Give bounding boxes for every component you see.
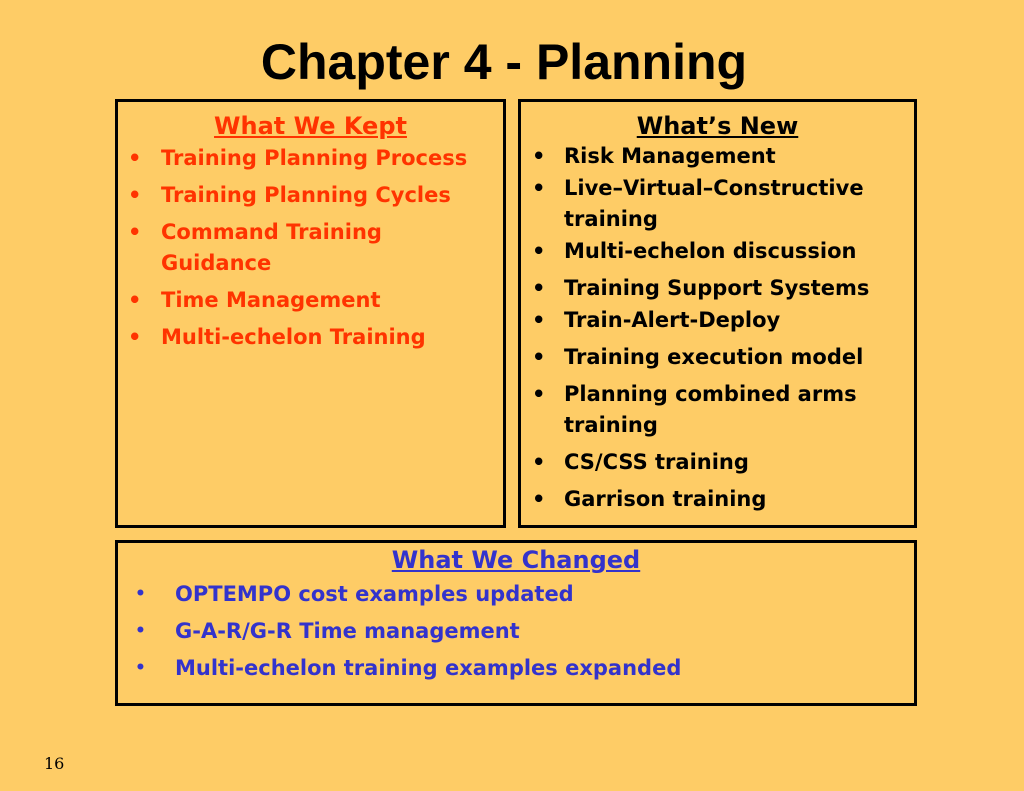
- bullet-icon: •: [128, 325, 142, 349]
- list-item-text: Training execution model: [564, 345, 864, 369]
- list-item-text: Time Management: [161, 288, 381, 312]
- list-item: [532, 173, 906, 235]
- list-item: [128, 180, 485, 211]
- bullet-icon: •: [128, 288, 142, 312]
- whats-new-list: [532, 141, 906, 515]
- list-item-text: Multi-echelon training examples expanded: [175, 656, 682, 680]
- bullet-icon: •: [532, 450, 546, 474]
- bullet-icon: •: [532, 176, 546, 200]
- bullet-icon: •: [135, 584, 146, 604]
- slide-title: Chapter 4 - Planning: [260, 34, 748, 90]
- what-we-changed-list: [135, 579, 914, 684]
- whats-new-heading: What’s New: [636, 112, 799, 140]
- bullet-icon: •: [532, 239, 546, 263]
- list-item: [128, 143, 485, 174]
- bullet-icon: •: [532, 308, 546, 332]
- bullet-icon: •: [532, 144, 546, 168]
- list-item-text: Live–Virtual–Constructive training: [564, 176, 864, 231]
- list-item: [135, 579, 914, 610]
- list-item-text: Garrison training: [564, 487, 767, 511]
- list-item-text: OPTEMPO cost examples updated: [175, 582, 574, 606]
- list-item-text: Multi-echelon Training: [161, 325, 426, 349]
- list-item: [532, 379, 906, 441]
- what-we-kept-list: [128, 143, 485, 353]
- list-item: [128, 285, 485, 316]
- list-item-text: Risk Management: [564, 144, 776, 168]
- bullet-icon: •: [128, 146, 142, 170]
- list-item: [128, 217, 485, 279]
- list-item: [135, 653, 914, 684]
- list-item-text: Multi-echelon discussion: [564, 239, 857, 263]
- list-item-text: CS/CSS training: [564, 450, 749, 474]
- page-number: 16: [44, 754, 65, 773]
- what-we-kept-box: [115, 99, 506, 528]
- list-item-text: Train-Alert-Deploy: [564, 308, 781, 332]
- bullet-icon: •: [135, 658, 146, 678]
- list-item: [532, 236, 906, 267]
- list-item: [532, 342, 906, 373]
- list-item-text: Command Training Guidance: [161, 220, 382, 275]
- list-item: [532, 273, 906, 304]
- list-item: [532, 305, 906, 336]
- bullet-icon: •: [532, 345, 546, 369]
- list-item-text: Planning combined arms training: [564, 382, 857, 437]
- list-item-text: Training Planning Cycles: [161, 183, 451, 207]
- bullet-icon: •: [135, 621, 146, 641]
- bullet-icon: •: [128, 183, 142, 207]
- what-we-kept-heading: What We Kept: [214, 112, 407, 140]
- list-item-text: Training Support Systems: [564, 276, 870, 300]
- what-we-changed-box: [115, 540, 917, 706]
- list-item-text: G-A-R/G-R Time management: [175, 619, 520, 643]
- bullet-icon: •: [532, 382, 546, 406]
- bullet-icon: •: [532, 276, 546, 300]
- list-item: [128, 322, 485, 353]
- list-item: [135, 616, 914, 647]
- list-item: [532, 447, 906, 478]
- bullet-icon: •: [128, 220, 142, 244]
- whats-new-box: [518, 99, 917, 528]
- bullet-icon: •: [532, 487, 546, 511]
- list-item-text: Training Planning Process: [161, 146, 468, 170]
- what-we-changed-heading: What We Changed: [391, 546, 641, 574]
- list-item: [532, 484, 906, 515]
- list-item: [532, 141, 906, 172]
